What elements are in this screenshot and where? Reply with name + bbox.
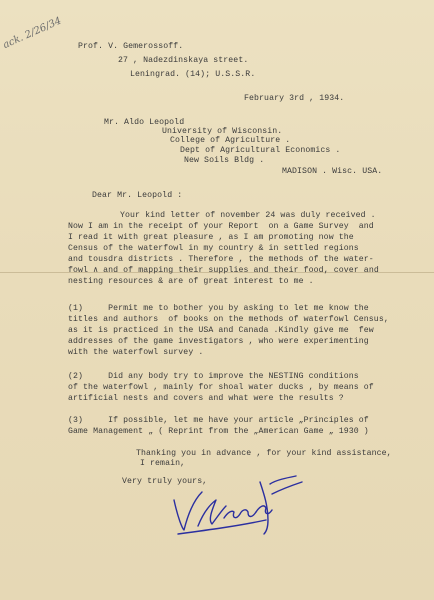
recipient-college: College of Agriculture . xyxy=(170,136,291,145)
body-line: nesting resources & are of great interest to me . xyxy=(68,277,314,286)
handwritten-signature xyxy=(168,470,308,540)
body-line: I read it with great pleasure , as I am promoting now the xyxy=(68,233,354,242)
closing-thanks: Thanking you in advance , for your kind assistance, xyxy=(136,449,392,458)
body-line: artificial nests and covers and what were the results ? xyxy=(68,394,344,403)
recipient-city: MADISON . Wisc. USA. xyxy=(282,167,383,176)
sender-street: 27 , Nadezdinskaya street. xyxy=(118,56,249,65)
body-line: as it is practiced in the USA and Canada .Kindly give me few xyxy=(68,326,374,335)
recipient-university: University of Wisconsin. xyxy=(162,127,283,136)
body-line: of the waterfowl , mainly for shoal water ducks , by means of xyxy=(68,383,374,392)
closing-remain: I remain, xyxy=(140,459,186,468)
recipient-building: New Soils Bldg . xyxy=(184,156,265,165)
recipient-name: Mr. Aldo Leopold xyxy=(104,118,185,127)
body-line: (2) Did any body try to improve the NESTING conditions xyxy=(68,372,359,381)
recipient-dept: Dept of Agricultural Economics . xyxy=(180,146,341,155)
body-line: titles and authors of books on the methods of waterfowl Census, xyxy=(68,315,389,324)
handwritten-annotation: ack. 2/26/34 xyxy=(1,15,64,51)
sender-city: Leningrad. (14); U.S.S.R. xyxy=(130,70,256,79)
body-line: Your kind letter of november 24 was duly received . xyxy=(120,211,376,220)
body-line: (3) If possible, let me have your article „Principles of xyxy=(68,416,369,425)
body-line: (1) Permit me to bother you by asking to let me know the xyxy=(68,304,369,313)
body-line: Now I am in the receipt of your Report on a Game Survey and xyxy=(68,222,374,231)
salutation: Dear Mr. Leopold : xyxy=(92,191,183,200)
closing-regards: Very truly yours, xyxy=(122,477,208,486)
body-line: Game Management „ ( Reprint from the „American Game „ 1930 ) xyxy=(68,427,369,436)
body-line: fowl ∧ and of mapping their supplies and their food, cover and xyxy=(68,266,379,275)
sender-name: Prof. V. Gemerossoff. xyxy=(78,42,184,51)
body-line: Census of the waterfowl in my country & in settled regions xyxy=(68,244,359,253)
body-line: addresses of the game investigators , who were experimenting xyxy=(68,337,369,346)
body-line: with the waterfowl survey . xyxy=(68,348,204,357)
letter-date: February 3rd , 1934. xyxy=(244,94,345,103)
body-line: and tousdra districts . Therefore , the methods of the water- xyxy=(68,255,374,264)
